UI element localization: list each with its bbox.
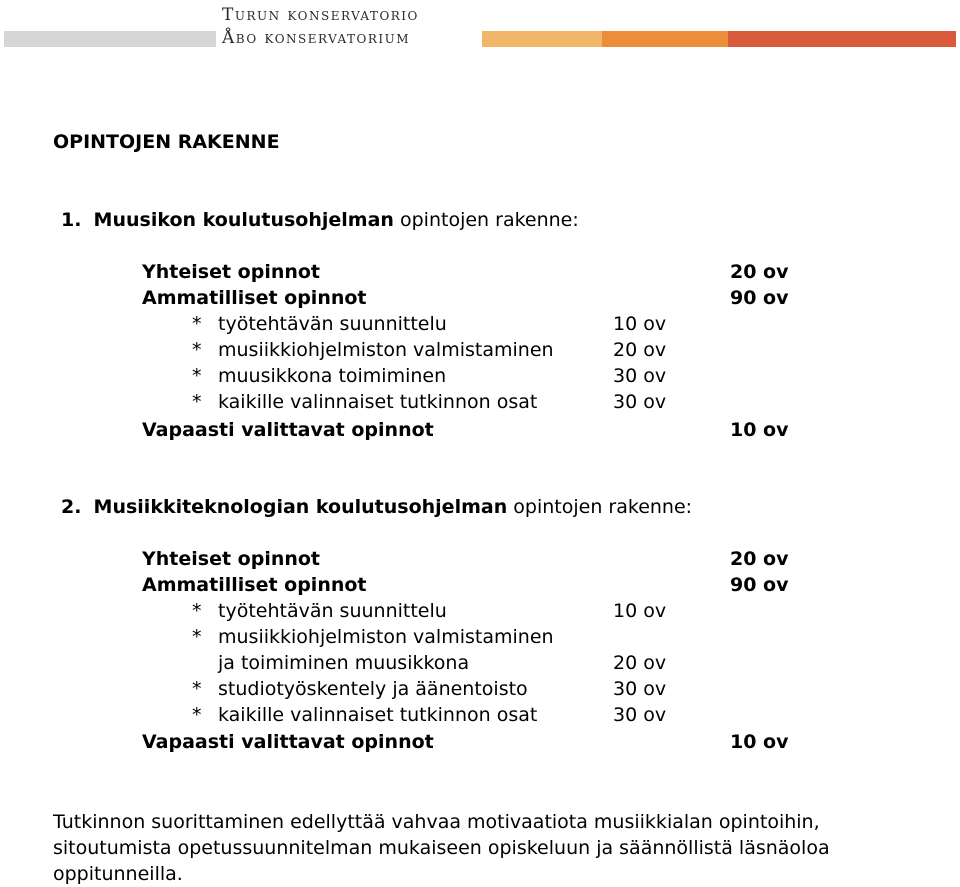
row-credits: 10 ov bbox=[613, 313, 667, 335]
row-sub-label: työtehtävän suunnittelu bbox=[218, 313, 447, 335]
row-credits: 30 ov bbox=[613, 391, 667, 413]
section-2-number: 2. bbox=[61, 496, 82, 518]
row-bullet: * bbox=[192, 365, 202, 387]
section-2-row bbox=[142, 652, 802, 678]
row-bullet: * bbox=[192, 626, 202, 648]
logo-line-2: Åbo konservatorium bbox=[222, 28, 411, 48]
section-1-title bbox=[61, 209, 579, 231]
row-label: Ammatilliset opinnot bbox=[142, 287, 367, 309]
section-1-row bbox=[142, 261, 802, 287]
row-total: 10 ov bbox=[730, 731, 789, 753]
section-1-row bbox=[142, 313, 802, 339]
section-2-title bbox=[61, 496, 692, 518]
section-1-title-bold: Muusikon koulutusohjelman bbox=[93, 209, 394, 231]
row-label: Yhteiset opinnot bbox=[142, 261, 321, 283]
row-sub-label: kaikille valinnaiset tutkinnon osat bbox=[218, 704, 538, 726]
logo-line-1: Turun konservatorio bbox=[222, 5, 419, 25]
row-sub-label: musiikkiohjelmiston valmistaminen bbox=[218, 339, 554, 361]
row-total: 90 ov bbox=[730, 287, 789, 309]
row-total: 20 ov bbox=[730, 261, 789, 283]
footer-line-1: Tutkinnon suorittaminen edellyttää vahvaa motivaatiota musiikkialan opintoihin, bbox=[53, 811, 820, 833]
section-1-row bbox=[142, 287, 802, 313]
row-credits: 20 ov bbox=[613, 339, 667, 361]
row-total: 90 ov bbox=[730, 574, 789, 596]
section-1-row bbox=[142, 365, 802, 391]
section-2-title-bold: Musiikkiteknologian koulutusohjelman bbox=[93, 496, 508, 518]
section-2-row bbox=[142, 548, 802, 574]
row-credits: 20 ov bbox=[613, 652, 667, 674]
band-red bbox=[728, 31, 956, 47]
row-sub-label: ja toimiminen muusikkona bbox=[218, 652, 470, 674]
row-credits: 30 ov bbox=[613, 678, 667, 700]
row-bullet: * bbox=[192, 313, 202, 335]
section-1-number: 1. bbox=[61, 209, 82, 231]
row-bullet: * bbox=[192, 600, 202, 622]
row-bullet: * bbox=[192, 704, 202, 726]
section-2-title-rest: opintojen rakenne: bbox=[513, 496, 693, 518]
row-bullet: * bbox=[192, 391, 202, 413]
section-1-row bbox=[142, 339, 802, 365]
section-1-row bbox=[142, 419, 802, 445]
section-2-row bbox=[142, 574, 802, 600]
row-sub-label: työtehtävän suunnittelu bbox=[218, 600, 447, 622]
row-bullet: * bbox=[192, 339, 202, 361]
band-gray-left bbox=[4, 31, 216, 47]
row-label: Yhteiset opinnot bbox=[142, 548, 321, 570]
row-label: Ammatilliset opinnot bbox=[142, 574, 367, 596]
logo bbox=[222, 5, 442, 51]
section-2-row bbox=[142, 704, 802, 730]
band-light-orange bbox=[482, 31, 602, 47]
row-sub-label: muusikkona toimiminen bbox=[218, 365, 447, 387]
row-label: Vapaasti valittavat opinnot bbox=[142, 731, 434, 753]
section-2-row bbox=[142, 626, 802, 652]
row-credits: 10 ov bbox=[613, 600, 667, 622]
section-1-row bbox=[142, 391, 802, 417]
page-heading: OPINTOJEN RAKENNE bbox=[53, 131, 280, 153]
row-credits: 30 ov bbox=[613, 365, 667, 387]
row-total: 10 ov bbox=[730, 419, 789, 441]
section-2-row bbox=[142, 678, 802, 704]
footer-line-3: oppitunneilla. bbox=[53, 863, 183, 885]
section-2-row bbox=[142, 731, 802, 757]
footer-line-2: sitoutumista opetussuunnitelman mukaiseen opiskeluun ja säännöllistä läsnäoloa bbox=[53, 837, 830, 859]
row-sub-label: kaikille valinnaiset tutkinnon osat bbox=[218, 391, 538, 413]
section-1-title-rest: opintojen rakenne: bbox=[400, 209, 579, 231]
row-total: 20 ov bbox=[730, 548, 789, 570]
row-credits: 30 ov bbox=[613, 704, 667, 726]
band-orange bbox=[602, 31, 728, 47]
section-2-row bbox=[142, 600, 802, 626]
row-bullet: * bbox=[192, 678, 202, 700]
row-sub-label: musiikkiohjelmiston valmistaminen bbox=[218, 626, 554, 648]
footer-paragraph bbox=[53, 809, 933, 887]
row-sub-label: studiotyöskentely ja äänentoisto bbox=[218, 678, 528, 700]
row-label: Vapaasti valittavat opinnot bbox=[142, 419, 434, 441]
